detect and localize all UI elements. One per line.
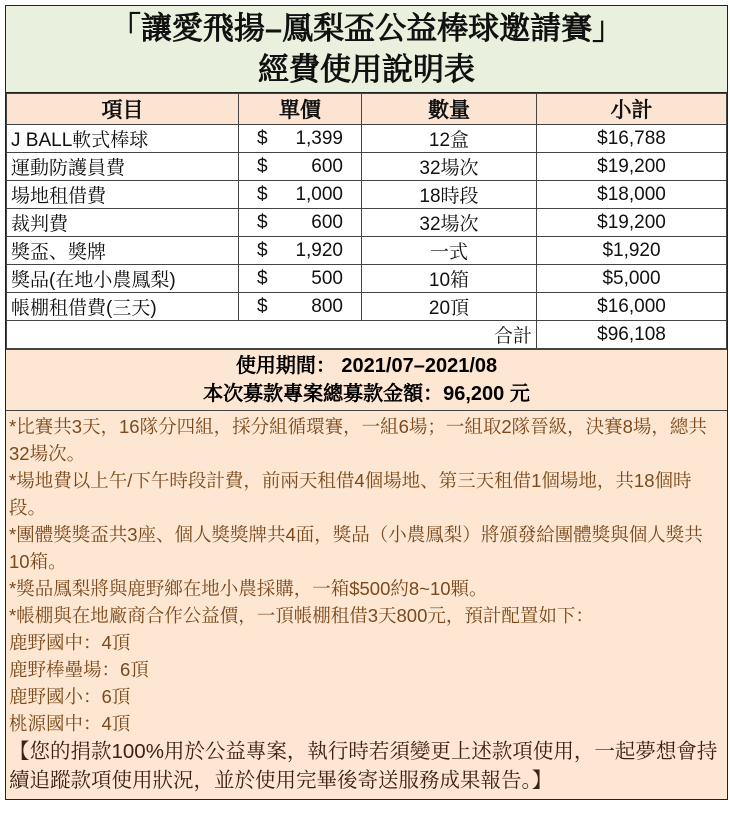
note-line: 鹿野國中：4頂 bbox=[9, 632, 131, 653]
unit-price bbox=[239, 153, 362, 181]
header-subtotal: 小計 bbox=[537, 94, 727, 125]
expense-sheet bbox=[5, 5, 728, 800]
item-name: 獎盃、獎牌 bbox=[7, 237, 239, 265]
quantity: 10箱 bbox=[362, 265, 537, 293]
table-row bbox=[7, 153, 727, 181]
fundraising-total: 本次募款專案總募款金額：96,200 元 bbox=[203, 383, 530, 405]
title-line-1: 「讓愛飛揚–鳳梨盃公益棒球邀請賽」 bbox=[109, 11, 624, 46]
price-value: 800 bbox=[311, 295, 343, 317]
unit-price bbox=[239, 125, 362, 153]
quantity: 20頂 bbox=[362, 293, 537, 321]
quantity: 12盒 bbox=[362, 125, 537, 153]
table-row bbox=[7, 181, 727, 209]
quantity: 一式 bbox=[362, 237, 537, 265]
table-row bbox=[7, 209, 727, 237]
price-value: 1,920 bbox=[295, 239, 343, 261]
unit-price bbox=[239, 293, 362, 321]
subtotal: $16,000 bbox=[537, 293, 727, 321]
note-line: *場地費以上午/下午時段計費，前兩天租借4個場地、第三天租借1個場地，共18個時段。 bbox=[9, 470, 692, 518]
subtotal: $19,200 bbox=[537, 209, 727, 237]
header-qty: 數量 bbox=[362, 94, 537, 125]
table-row bbox=[7, 265, 727, 293]
item-name: J BALL軟式棒球 bbox=[7, 125, 239, 153]
subtotal: $16,788 bbox=[537, 125, 727, 153]
price-value: 600 bbox=[311, 211, 343, 233]
total-row bbox=[7, 321, 727, 349]
subtotal: $19,200 bbox=[537, 153, 727, 181]
pledge-note: 【您的捐款100%用於公益專案，執行時若須變更上述款項使用，一起夢想會持續追蹤款項使用狀況，並於使用完畢後寄送服務成果報告。】 bbox=[9, 740, 718, 792]
currency-symbol: $ bbox=[257, 295, 268, 317]
usage-period: 使用期間： 2021/07–2021/08 bbox=[235, 355, 498, 377]
sheet-title bbox=[6, 6, 727, 93]
note-line: 鹿野國小：6頂 bbox=[9, 686, 131, 707]
currency-symbol: $ bbox=[257, 155, 268, 177]
header-price: 單價 bbox=[239, 94, 362, 125]
item-name: 運動防護員費 bbox=[7, 153, 239, 181]
subtotal: $18,000 bbox=[537, 181, 727, 209]
currency-symbol: $ bbox=[257, 267, 268, 289]
table-header bbox=[7, 94, 727, 125]
currency-symbol: $ bbox=[257, 239, 268, 261]
period-section bbox=[6, 349, 727, 411]
note-line: 鹿野棒壘場：6頂 bbox=[9, 659, 149, 680]
title-line-2: 經費使用說明表 bbox=[258, 52, 475, 87]
table-row bbox=[7, 125, 727, 153]
header-item: 項目 bbox=[7, 94, 239, 125]
subtotal: $1,920 bbox=[537, 237, 727, 265]
table-row bbox=[7, 237, 727, 265]
price-value: 600 bbox=[311, 155, 343, 177]
item-name: 帳棚租借費(三天) bbox=[7, 293, 239, 321]
total-label: 合計 bbox=[7, 321, 537, 349]
note-line: *獎品鳳梨將與鹿野鄉在地小農採購，一箱$500約8~10顆。 bbox=[9, 578, 488, 599]
currency-symbol: $ bbox=[257, 183, 268, 205]
expense-table bbox=[6, 93, 727, 349]
note-line: 桃源國中：4頂 bbox=[9, 713, 131, 734]
item-name: 獎品(在地小農鳳梨) bbox=[7, 265, 239, 293]
unit-price bbox=[239, 237, 362, 265]
price-value: 1,000 bbox=[295, 183, 343, 205]
quantity: 18時段 bbox=[362, 181, 537, 209]
total-value: $96,108 bbox=[537, 321, 727, 349]
note-line: *帳棚與在地廠商合作公益價，一頂帳棚租借3天800元，預計配置如下： bbox=[9, 605, 594, 626]
unit-price bbox=[239, 181, 362, 209]
note-line: *比賽共3天，16隊分四組，採分組循環賽，一組6場；一組取2隊晉級，決賽8場，總共32場次。 bbox=[9, 416, 707, 464]
price-value: 500 bbox=[311, 267, 343, 289]
currency-symbol: $ bbox=[257, 211, 268, 233]
table-row bbox=[7, 293, 727, 321]
quantity: 32場次 bbox=[362, 153, 537, 181]
notes-section bbox=[6, 411, 727, 799]
note-line: *團體獎獎盃共3座、個人獎獎牌共4面，獎品（小農鳳梨）將頒發給團體獎與個人獎共10箱。 bbox=[9, 524, 703, 572]
price-value: 1,399 bbox=[295, 127, 343, 149]
item-name: 裁判費 bbox=[7, 209, 239, 237]
item-name: 場地租借費 bbox=[7, 181, 239, 209]
quantity: 32場次 bbox=[362, 209, 537, 237]
subtotal: $5,000 bbox=[537, 265, 727, 293]
unit-price bbox=[239, 265, 362, 293]
unit-price bbox=[239, 209, 362, 237]
currency-symbol: $ bbox=[257, 127, 268, 149]
